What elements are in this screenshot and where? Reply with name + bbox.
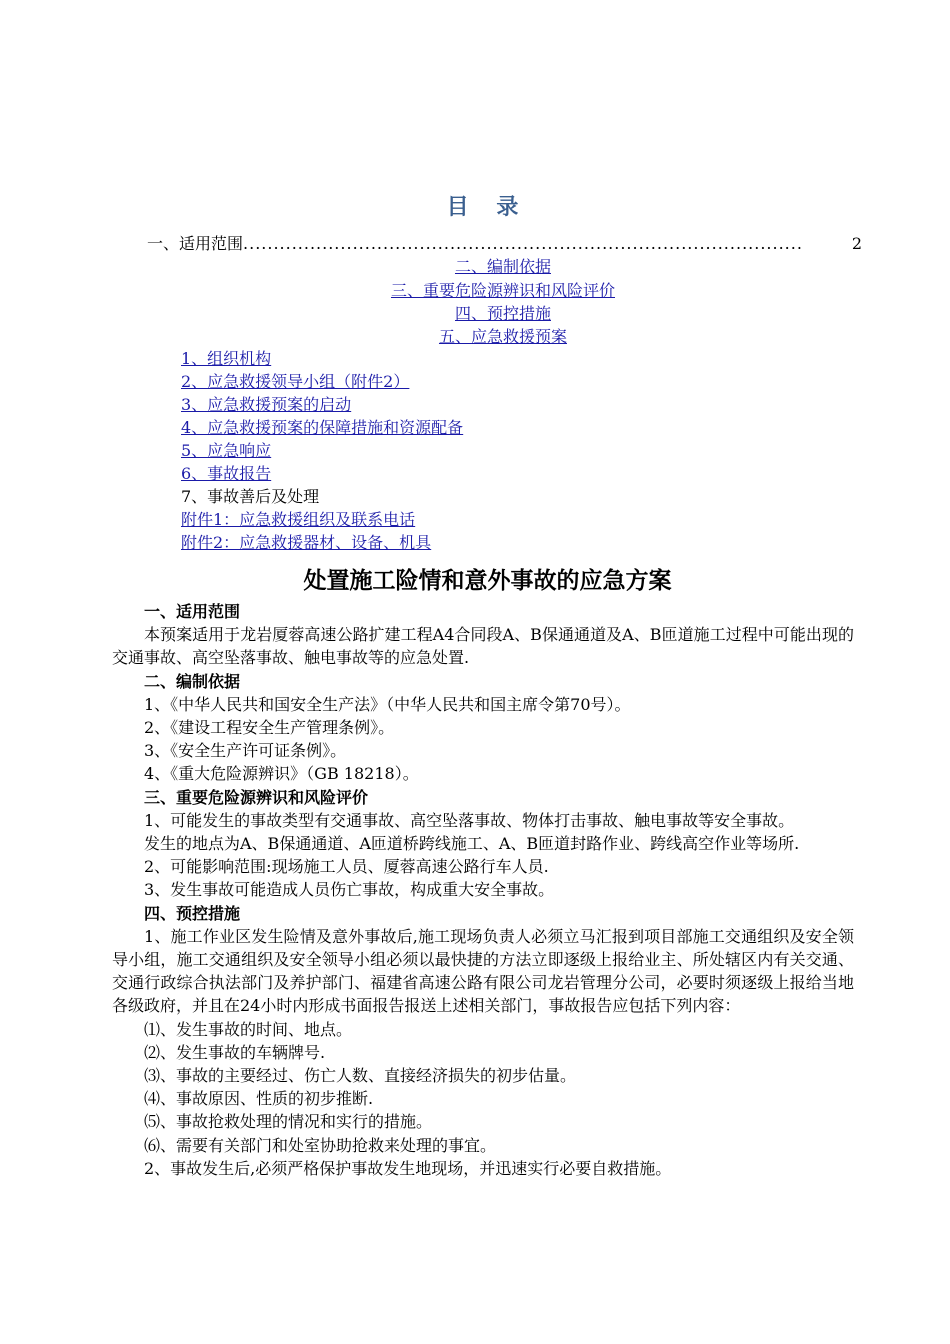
body-paragraph: ⑴、发生事故的时间、地点。: [144, 1019, 353, 1039]
toc-title: 目 录: [446, 195, 529, 220]
toc-link[interactable]: 四、预控措施: [454, 304, 551, 323]
body-paragraph: ⑹、需要有关部门和处室协助抢救来处理的事宜。: [144, 1135, 497, 1155]
toc-sub-link[interactable]: 附件2：应急救援器材、设备、机具: [181, 533, 432, 552]
section-heading: 三、重要危险源辨识和风险评价: [144, 787, 369, 807]
toc-sub-item: [181, 531, 431, 554]
body-paragraph: 1、施工作业区发生险情及意外事故后,施工现场负责人必须立马汇报到项目部施工交通组织及安全领导小组，施工交通组织及安全领导小组必须以最快捷的方法立即逐级上报给业主、所处辖区内有关交通、交通行政综合执法部门及养护部门、福建省高速公路有限公司龙岩管理分公司，必要时须逐级上报给当地各级政府，并且在24小时内形成书面报告报送上述相关部门，事故报告应包括下列内容：: [112, 926, 854, 1016]
toc-sub-item: [181, 347, 271, 370]
toc-sub-link[interactable]: 2、应急救援领导小组（附件2）: [181, 372, 410, 391]
toc-sub-link[interactable]: 6、事故报告: [181, 464, 272, 483]
toc-sub-item: [181, 370, 409, 393]
toc-link-item: [0, 325, 950, 348]
toc-link[interactable]: 二、编制依据: [454, 257, 551, 276]
body-paragraph: 3、《安全生产许可证条例》。: [144, 741, 347, 761]
document-title: 处置施工险情和意外事故的应急方案: [303, 568, 672, 594]
toc-leader-dots: ............................................................................................: [243, 234, 803, 253]
toc-sub-link[interactable]: 附件1：应急救援组织及联系电话: [181, 510, 416, 529]
toc-link-item: [0, 279, 950, 302]
body-paragraph: 发生的地点为A、B保通通道、A匝道桥跨线施工、A、B匝道封路作业、跨线高空作业等场所.: [144, 834, 800, 854]
toc-sub-item: [181, 393, 351, 416]
toc-sub-link[interactable]: 5、应急响应: [181, 441, 272, 460]
toc-sub-link[interactable]: 3、应急救援预案的启动: [181, 395, 352, 414]
toc-page-number: 2: [850, 232, 862, 256]
body-paragraph: 2、可能影响范围:现场施工人员、厦蓉高速公路行车人员.: [144, 857, 549, 877]
toc-sub-link[interactable]: 1、组织机构: [181, 349, 272, 368]
toc-entry-1[interactable]: [147, 232, 862, 256]
toc-link[interactable]: 三、重要危险源辨识和风险评价: [390, 281, 615, 300]
toc-sub-item: [181, 439, 271, 462]
toc-link-item: [0, 255, 950, 278]
toc-sub-item: [181, 485, 319, 508]
toc-entry-label: 一、适用范围: [147, 234, 244, 253]
body-paragraph: 1、可能发生的事故类型有交通事故、高空坠落事故、物体打击事故、触电事故等安全事故。: [144, 810, 795, 830]
body-paragraph: 3、发生事故可能造成人员伤亡事故，构成重大安全事故。: [144, 880, 555, 900]
body-paragraph: ⑶、事故的主要经过、伤亡人数、直接经济损失的初步估量。: [144, 1066, 577, 1086]
section-heading: 一、适用范围: [144, 602, 241, 621]
body-paragraph: 4、《重大危险源辨识》（GB 18218）。: [144, 764, 419, 784]
toc-sub-item: [181, 416, 463, 439]
toc-sub-link[interactable]: 4、应急救援预案的保障措施和资源配备: [181, 418, 464, 437]
body-paragraph: 2、事故发生后,必须严格保护事故发生地现场，并迅速实行必要自救措施。: [144, 1158, 672, 1178]
body-paragraph: 本预案适用于龙岩厦蓉高速公路扩建工程A4合同段A、B保通通道及A、B匝道施工过程中可能出现的交通事故、高空坠落事故、触电事故等的应急处置.: [112, 625, 854, 668]
section-heading: 四、预控措施: [144, 903, 241, 923]
document-body: [112, 600, 854, 1180]
body-paragraph: ⑷、事故原因、性质的初步推断.: [144, 1089, 374, 1109]
toc-sub-item: [181, 462, 271, 485]
toc-link-item: [0, 302, 950, 325]
toc-sub-item: [181, 508, 415, 531]
body-paragraph: ⑸、事故抢救处理的情况和实行的措施。: [144, 1112, 433, 1132]
section-heading: 二、编制依据: [144, 671, 241, 691]
toc-sub-label: 7、事故善后及处理: [181, 487, 320, 506]
body-paragraph: 1、《中华人民共和国安全生产法》（中华人民共和国主席令第70号）。: [144, 694, 631, 714]
body-paragraph: 2、《建设工程安全生产管理条例》。: [144, 718, 395, 738]
body-paragraph: ⑵、发生事故的车辆牌号.: [144, 1042, 326, 1062]
toc-link[interactable]: 五、应急救援预案: [438, 327, 567, 346]
